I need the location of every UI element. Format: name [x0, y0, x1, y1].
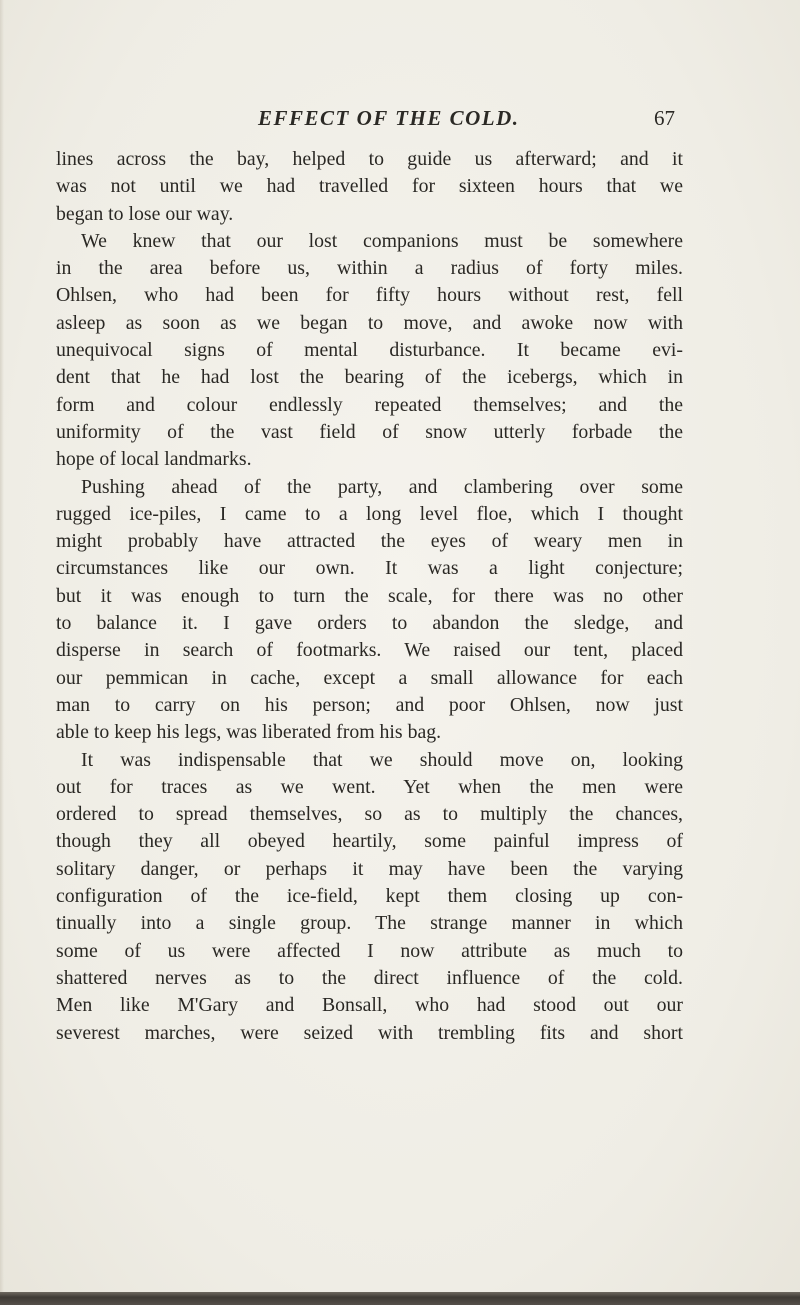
body-text [56, 146, 683, 1047]
paragraph-first-line: We knew that our lost companions must be somewhere [81, 229, 683, 252]
text-line: configuration of the ice-field, kept them closing up con- [56, 885, 683, 908]
text-line: but it was enough to turn the scale, for there was no other [56, 584, 683, 607]
text-line: unequivocal signs of mental disturbance. It became evi- [56, 339, 683, 362]
text-line: hope of local landmarks. [56, 448, 252, 471]
text-line: asleep as soon as we began to move, and awoke now with [56, 311, 683, 334]
text-line: rugged ice-piles, I came to a long level floe, which I thought [56, 502, 683, 525]
text-line: ordered to spread themselves, so as to multiply the chances, [56, 803, 683, 826]
text-line: some of us were affected I now attribute as much to [56, 939, 683, 962]
text-line: disperse in search of footmarks. We raised our tent, placed [56, 639, 683, 662]
text-line: Ohlsen, who had been for fifty hours without rest, fell [56, 284, 683, 307]
running-head [0, 106, 800, 136]
text-line: tinually into a single group. The strange manner in which [56, 912, 683, 935]
text-line: uniformity of the vast field of snow utterly forbade the [56, 420, 683, 443]
text-line: solitary danger, or perhaps it may have been the varying [56, 857, 683, 880]
text-line: circumstances like our own. It was a light conjecture; [56, 557, 683, 580]
text-line: our pemmican in cache, except a small allowance for each [56, 666, 683, 689]
text-line: severest marches, were seized with trembling fits and short [56, 1021, 683, 1044]
text-line: able to keep his legs, was liberated from his bag. [56, 721, 442, 744]
text-line: lines across the bay, helped to guide us afterward; and it [56, 148, 683, 170]
paragraph-first-line: Pushing ahead of the party, and clambering over some [81, 475, 683, 498]
text-line: shattered nerves as to the direct influence of the cold. [56, 966, 683, 989]
text-line: in the area before us, within a radius of forty miles. [56, 257, 683, 280]
text-line: though they all obeyed heartily, some painful impress of [56, 830, 683, 853]
text-line: man to carry on his person; and poor Ohlsen, now just [56, 693, 683, 716]
text-line: was not until we had travelled for sixteen hours that we [56, 175, 683, 198]
text-line: might probably have attracted the eyes of weary men in [56, 530, 683, 553]
page-left-shadow [0, 0, 4, 1305]
page-number: 67 [654, 106, 675, 130]
running-title: EFFECT OF THE COLD. [258, 106, 520, 130]
text-line: Men like M'Gary and Bonsall, who had stood out our [56, 994, 683, 1017]
paragraph-first-line: It was indispensable that we should move on, looking [81, 748, 683, 771]
text-line: form and colour endlessly repeated themselves; and the [56, 393, 683, 416]
text-line: to balance it. I gave orders to abandon the sledge, and [56, 612, 683, 635]
page-bottom-edge [0, 1292, 800, 1305]
text-line: out for traces as we went. Yet when the men were [56, 775, 683, 798]
text-line: began to lose our way. [56, 202, 234, 225]
text-line: dent that he had lost the bearing of the icebergs, which in [56, 366, 683, 389]
